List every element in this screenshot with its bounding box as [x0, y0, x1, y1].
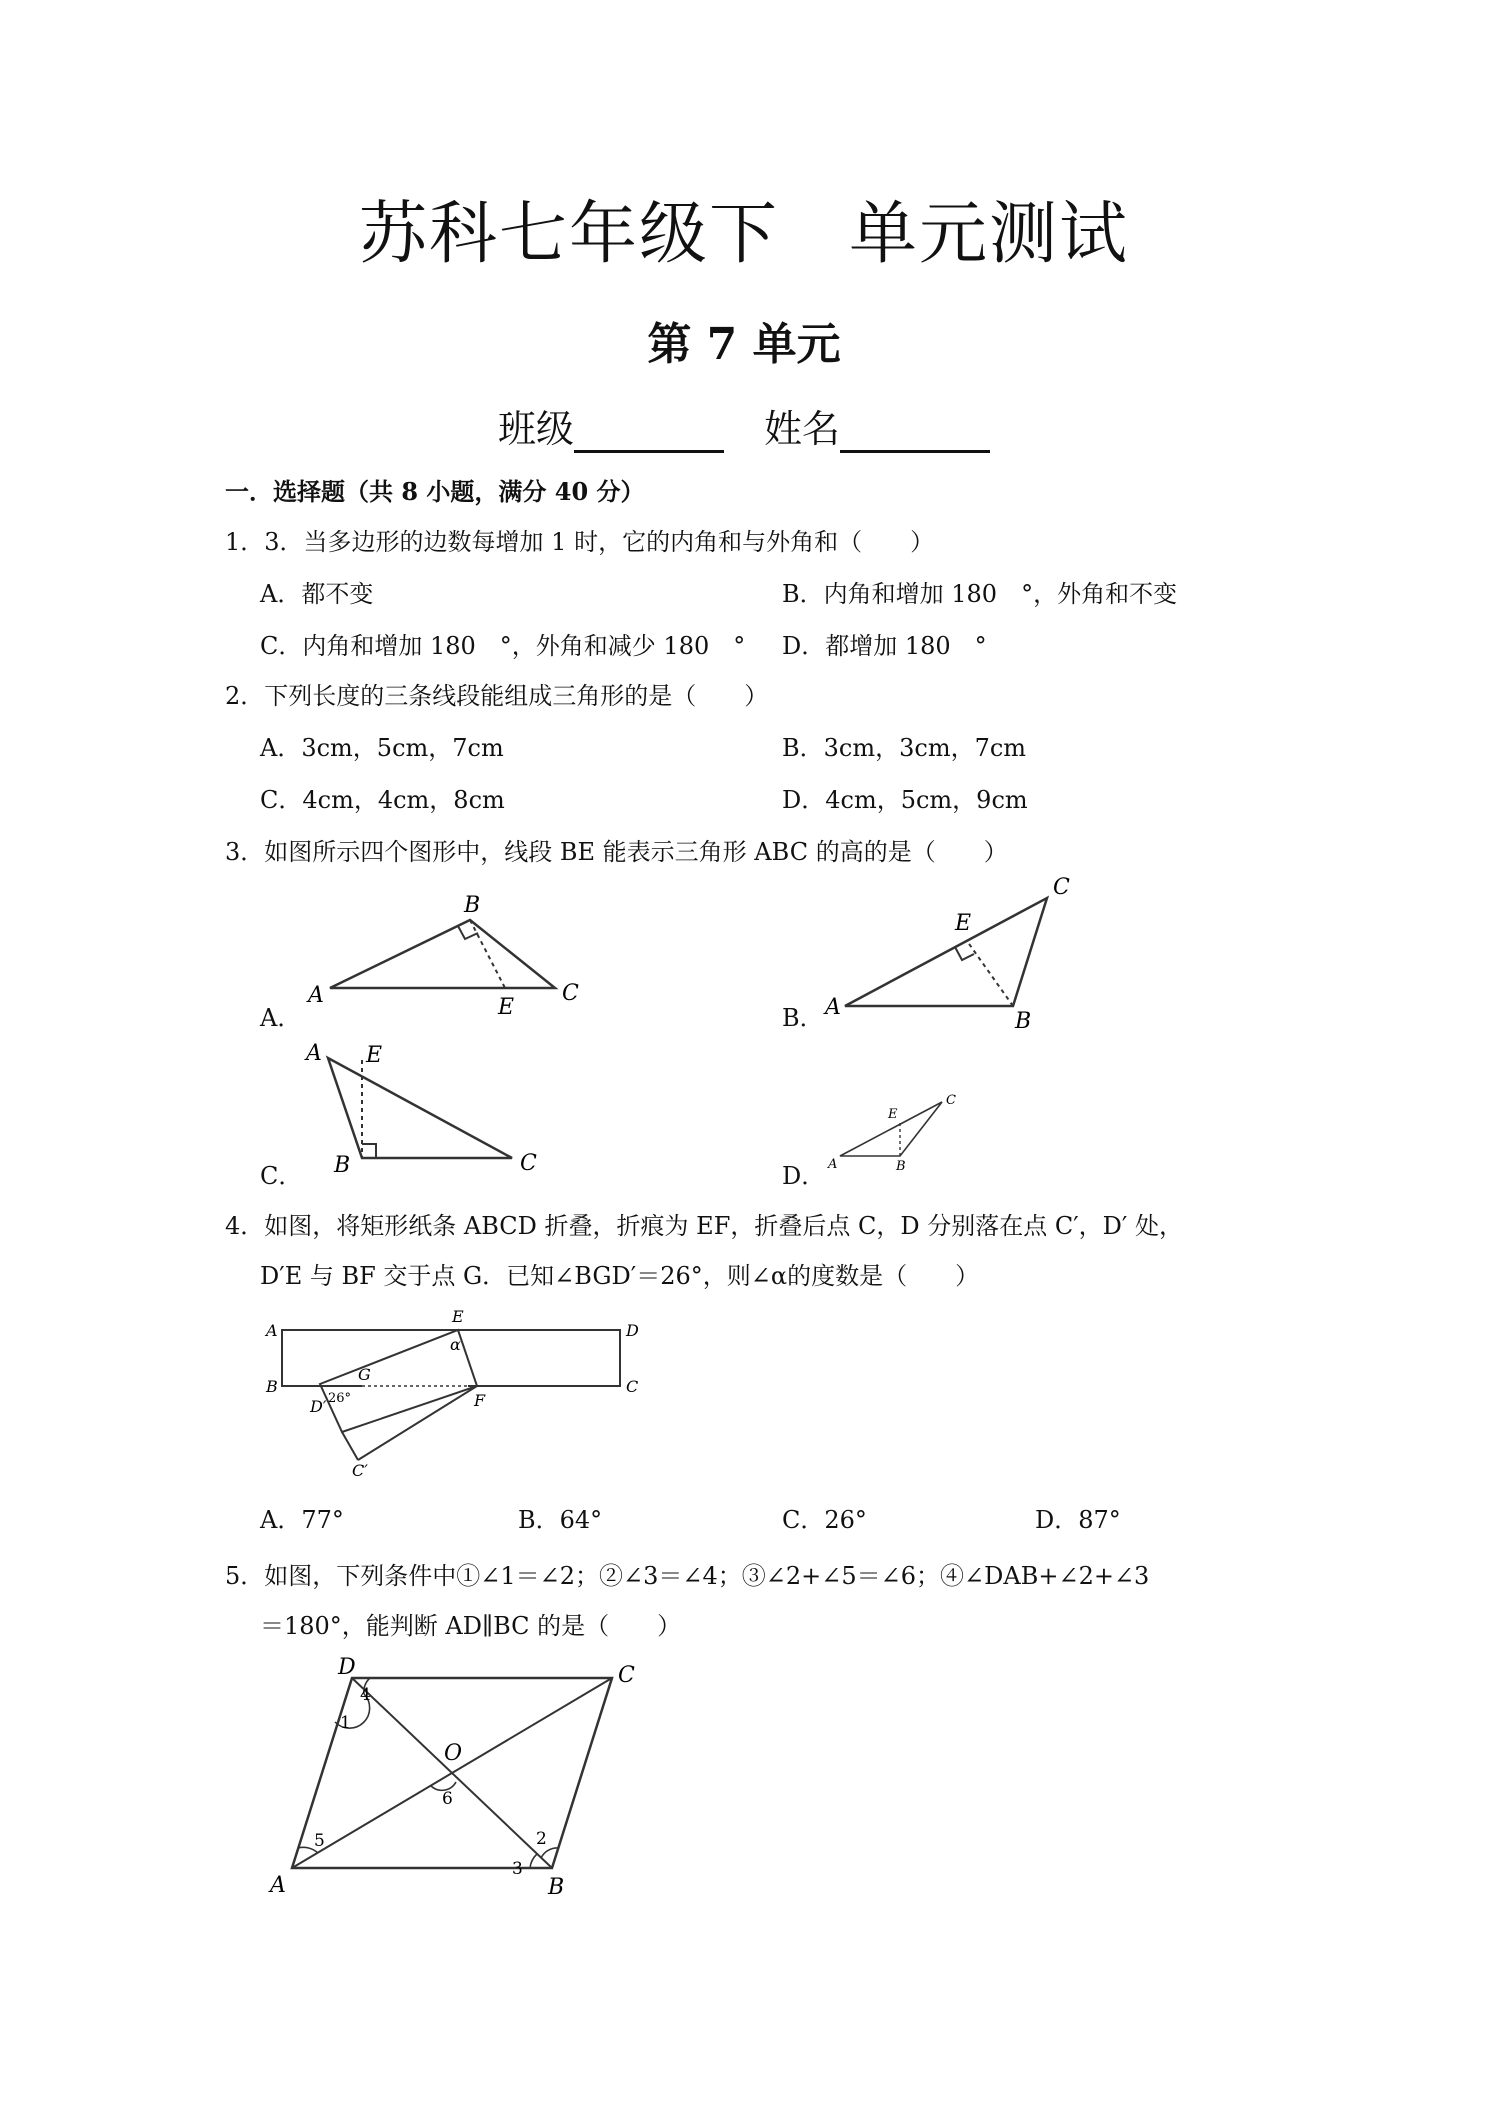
question-5-stem-line1: 5．如图，下列条件中①∠1＝∠2；②∠3＝∠4；③∠2+∠5＝∠6；④∠DAB+∠2+∠3 [225, 1562, 1150, 1590]
label-c: C [626, 1377, 639, 1396]
label-e: E [452, 1307, 464, 1326]
label-c: C [946, 1093, 956, 1108]
label-c: C [1053, 875, 1070, 900]
label-a: A [308, 983, 324, 1008]
angle-3-arc [530, 1854, 537, 1868]
right-angle-mark [955, 947, 974, 960]
question-2-stem: 2．下列长度的三条线段能组成三角形的是（ ） [225, 682, 769, 710]
segment-be [967, 941, 1013, 1006]
label-b: B [334, 1153, 351, 1178]
diagonal-bd [352, 1678, 552, 1868]
angle-label-6: 6 [442, 1789, 453, 1809]
q1-option-a: A．都不变 [260, 580, 374, 608]
label-c: C [562, 981, 579, 1006]
angle-label-3: 3 [512, 1859, 523, 1879]
question-1-stem: 1．3．当多边形的边数每增加 1 时，它的内角和与外角和（ ） [225, 528, 935, 556]
q3-option-a: A． [260, 1004, 302, 1032]
name-blank [840, 414, 990, 453]
question-5-stem-line2: ＝180°，能判断 AD∥BC 的是（ ） [260, 1612, 682, 1640]
q4-option-a: A．77° [260, 1506, 344, 1534]
label-e: E [888, 1107, 898, 1122]
angle-label-5: 5 [314, 1831, 325, 1851]
title-left: 苏科七年级下 [358, 195, 779, 274]
label-e: E [366, 1043, 383, 1068]
label-c: C [520, 1151, 537, 1176]
angle-label-4: 4 [360, 1685, 371, 1705]
label-b: B [464, 893, 481, 918]
class-blank [574, 414, 724, 453]
page-title [0, 180, 1488, 277]
q3-figure-a [300, 880, 600, 1020]
q3-option-d: D． [782, 1162, 826, 1190]
label-d: D [626, 1321, 639, 1340]
label-a: A [306, 1041, 322, 1066]
label-a: A [828, 1157, 838, 1172]
label-a: A [270, 1873, 286, 1898]
q2-option-b: B．3cm，3cm，7cm [782, 734, 1027, 762]
q5-figure [260, 1650, 660, 1900]
label-d: D [338, 1655, 356, 1680]
question-4-stem-line2: D′E 与 BF 交于点 G．已知∠BGD′＝26°，则∠α的度数是（ ） [260, 1262, 980, 1290]
edge-f-c-prime [358, 1386, 477, 1460]
q3-figure-d [820, 1090, 980, 1174]
right-angle-mark [362, 1144, 376, 1158]
class-label: 班级 [497, 407, 574, 451]
q4-option-b: B．64° [518, 1506, 603, 1534]
unit-heading: 第 7 单元 [647, 319, 841, 370]
triangle-abc [328, 1058, 512, 1158]
title-right: 单元测试 [849, 195, 1130, 274]
triangle-abc [330, 920, 555, 988]
label-e: E [955, 911, 972, 936]
label-b: B [896, 1159, 906, 1174]
triangle-abc [845, 898, 1047, 1006]
angle-label-2: 2 [536, 1829, 547, 1849]
label-o: O [444, 1741, 463, 1766]
label-b: B [548, 1875, 565, 1900]
q3-figure-b [815, 868, 1115, 1034]
q2-option-a: A．3cm，5cm，7cm [260, 734, 504, 762]
label-b: B [266, 1377, 278, 1396]
label-c: C [618, 1663, 635, 1688]
edge-d-c-prime [342, 1432, 358, 1460]
q3-figure-c [300, 1040, 580, 1180]
q3-option-c: C． [260, 1162, 303, 1190]
q4-option-d: D．87° [1035, 1506, 1121, 1534]
label-d-prime: D′ [310, 1397, 327, 1416]
q1-option-b: B．内角和增加 180 °，外角和不变 [782, 580, 1178, 608]
label-e: E [498, 995, 515, 1020]
label-alpha: α [450, 1335, 461, 1354]
q4-figure [260, 1300, 660, 1480]
label-f: F [474, 1391, 486, 1410]
label-a: A [266, 1321, 278, 1340]
q2-option-c: C．4cm，4cm，8cm [260, 786, 505, 814]
label-26-degrees: 26° [328, 1391, 352, 1406]
label-c-prime: C′ [352, 1461, 368, 1480]
q1-option-d: D．都增加 180 ° [782, 632, 987, 660]
q1-option-c: C．内角和增加 180 °，外角和减少 180 ° [260, 632, 746, 660]
q4-option-c: C．26° [782, 1506, 867, 1534]
segment-be [470, 920, 505, 988]
q3-option-b: B． [782, 1004, 824, 1032]
angle-label-1: 1 [340, 1713, 351, 1733]
question-4-stem-line1: 4．如图，将矩形纸条 ABCD 折叠，折痕为 EF，折叠后点 C，D 分别落在点 C′，D′ 处， [225, 1212, 1183, 1240]
label-b: B [1015, 1009, 1032, 1034]
name-label: 姓名 [764, 407, 841, 451]
q2-option-d: D．4cm，5cm，9cm [782, 786, 1028, 814]
label-a: A [825, 995, 841, 1020]
label-g: G [358, 1365, 371, 1384]
question-3-stem: 3．如图所示四个图形中，线段 BE 能表示三角形 ABC 的高的是（ ） [225, 838, 1008, 866]
section-heading: 一．选择题（共 8 小题，满分 40 分） [225, 477, 645, 506]
student-info [0, 398, 1488, 453]
